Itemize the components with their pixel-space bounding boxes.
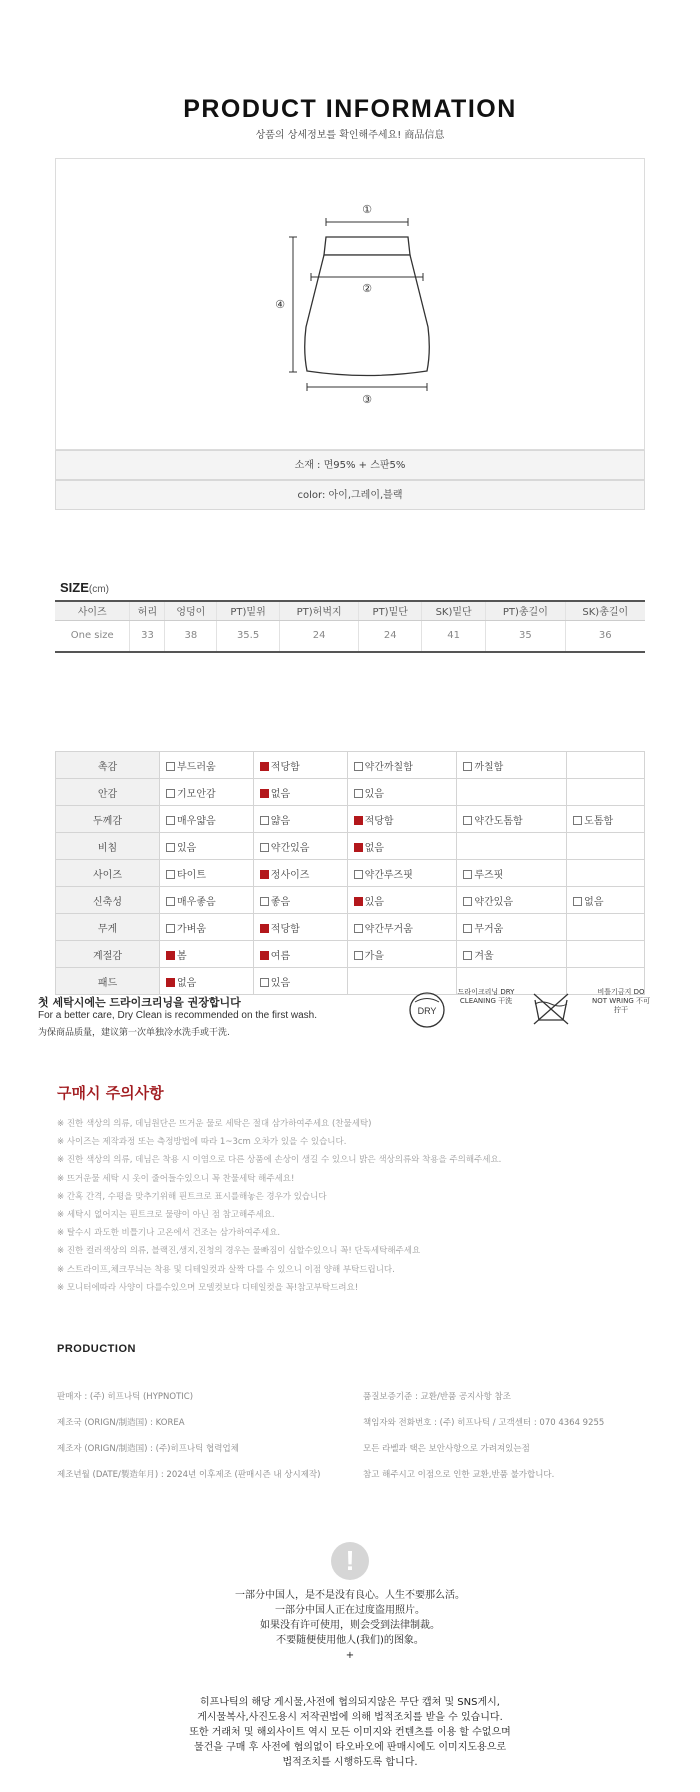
notice-line: 또한 거래처 및 해외사이트 역시 모든 이미지와 컨텐츠를 이용 할 수없으며 xyxy=(189,1727,511,1738)
feature-row xyxy=(56,887,645,914)
unchecked-box-icon xyxy=(354,924,363,933)
feature-option xyxy=(253,806,347,833)
unchecked-box-icon xyxy=(166,924,175,933)
svg-text:DRY: DRY xyxy=(417,1006,437,1016)
unchecked-box-icon xyxy=(166,870,175,879)
size-value-cell: One size xyxy=(55,620,130,652)
feature-option-label: 얇음 xyxy=(270,815,291,827)
feature-option xyxy=(457,779,567,806)
feature-option xyxy=(160,779,254,806)
feature-option xyxy=(160,941,254,968)
feature-option xyxy=(160,806,254,833)
feature-option xyxy=(160,914,254,941)
checked-box-icon xyxy=(166,978,175,987)
unchecked-box-icon xyxy=(463,951,472,960)
size-header-cell: 엉덩이 xyxy=(165,601,217,620)
production-info-item: 책임자와 전화번호 : (주) 히프나틱 / 고객센터 : 070 4364 9255 xyxy=(363,1418,605,1428)
checked-box-icon xyxy=(354,897,363,906)
unchecked-box-icon xyxy=(260,843,269,852)
caution-item: ※ 진한 색상의 의류, 데님은 착용 시 이염으로 다른 상품에 손상이 생길 수 있으니 밝은 색상의류와 착용을 주의해주세요. xyxy=(57,1155,502,1166)
feature-option xyxy=(253,833,347,860)
size-value-cell: 35.5 xyxy=(217,620,280,652)
production-info-item: 제조년월 (DATE/製造年月) : 2024년 이후제조 (판매시즌 내 상시제작) xyxy=(57,1470,321,1480)
no-wring-icon: 비틀기금지 DO NOT WRING 不可拧干 xyxy=(592,988,650,1014)
feature-option-label: 있음 xyxy=(270,977,291,989)
feature-option-label: 적당함 xyxy=(364,815,394,827)
feature-label: 계절감 xyxy=(56,941,160,968)
feature-option-label: 약간루즈핏 xyxy=(364,869,413,881)
notice-line: 히프나틱의 해당 게시물,사전에 협의되지않은 무단 캡쳐 및 SNS게시, xyxy=(200,1697,500,1708)
checked-box-icon xyxy=(260,870,269,879)
caution-item: ※ 세탁시 없어지는 핀트크로 물량이 아닌 점 참고해주세요. xyxy=(57,1209,275,1220)
notice-line: 一部分中国人，是不是没有良心。人生不要那么活。 xyxy=(235,1590,465,1601)
unchecked-box-icon xyxy=(166,762,175,771)
feature-option xyxy=(567,887,645,914)
feature-label: 안감 xyxy=(56,779,160,806)
unchecked-box-icon xyxy=(463,816,472,825)
material-row: 소재 : 면95% + 스판5% xyxy=(55,450,645,480)
size-title: SIZE(cm) xyxy=(60,580,109,595)
checked-box-icon xyxy=(260,924,269,933)
feature-row xyxy=(56,806,645,833)
caution-item: ※ 모니터에따라 사양이 다를수있으며 모델컷보다 디테일컷을 꼭!참고부탁드려요! xyxy=(57,1282,359,1293)
feature-option-label: 있음 xyxy=(364,896,384,908)
marker-3: ③ xyxy=(362,393,372,406)
feature-option-label: 루즈핏 xyxy=(474,869,504,881)
feature-option xyxy=(253,968,347,995)
marker-4: ④ xyxy=(275,298,285,311)
feature-option-label: 가벼움 xyxy=(177,923,206,935)
production-info-item: 참고 해주시고 이점으로 인한 교환,반품 불가합니다. xyxy=(363,1470,555,1480)
size-table xyxy=(55,600,645,653)
caution-title: 구매시 주의사항 xyxy=(57,1084,164,1102)
feature-row xyxy=(56,914,645,941)
skirt-waistband xyxy=(324,237,410,255)
page-title: PRODUCT INFORMATION xyxy=(183,95,517,123)
feature-option xyxy=(347,806,457,833)
feature-option-label: 여름 xyxy=(270,950,291,962)
size-header-cell: SK)밑단 xyxy=(422,601,486,620)
feature-option xyxy=(457,833,567,860)
checked-box-icon xyxy=(354,843,363,852)
notice-line: 不要随便使用他人(我们)的图象。 xyxy=(276,1635,424,1646)
feature-option-label: 약간무거움 xyxy=(364,923,413,935)
feature-option xyxy=(347,914,457,941)
feature-option-label: 적당함 xyxy=(270,923,300,935)
feature-option-label: 적당함 xyxy=(270,761,300,773)
feature-option xyxy=(567,833,645,860)
caution-item: ※ 사이즈는 제작과정 또는 측정방법에 따라 1~3cm 오차가 있을 수 있습니다. xyxy=(57,1137,347,1148)
warning-icon: ! xyxy=(331,1542,369,1580)
feature-option xyxy=(347,860,457,887)
feature-option xyxy=(457,887,567,914)
wash-notice-en: For a better care, Dry Clean is recommended on the first wash. xyxy=(38,1010,318,1021)
feature-option-label: 까칠함 xyxy=(474,761,504,773)
feature-option-label: 약간도톰함 xyxy=(474,815,523,827)
size-value-cell: 24 xyxy=(279,620,358,652)
feature-option xyxy=(567,779,645,806)
no-wash-icon xyxy=(511,990,591,1030)
feature-option-label: 타이트 xyxy=(177,869,206,881)
feature-option-label: 봄 xyxy=(177,950,187,962)
caution-item: ※ 탈수시 과도한 비틀기나 고온에서 건조는 삼가하여주세요. xyxy=(57,1228,281,1239)
notice-line: 게시물복사,사진도용시 저작권법에 의해 법적조치를 받을 수 있습니다. xyxy=(197,1712,503,1723)
feature-option-label: 무거움 xyxy=(474,923,504,935)
unchecked-box-icon xyxy=(463,897,472,906)
production-info-item: 제조자 (ORIGN/制造国) : (주)히프나틱 협력업체 xyxy=(57,1444,239,1454)
unchecked-box-icon xyxy=(260,816,269,825)
feature-option xyxy=(457,860,567,887)
notice-line: 법적조치를 시행하도록 합니다. xyxy=(282,1757,418,1768)
feature-option xyxy=(567,806,645,833)
unchecked-box-icon xyxy=(573,897,582,906)
production-info-item: 판매자 : (주) 히프나틱 (HYPNOTIC) xyxy=(57,1392,194,1402)
page-subtitle: 상품의 상세정보를 확인해주세요! 商品信息 xyxy=(255,130,445,141)
wash-notice-cn: 为保商品质量，建议第一次单独冷水洗手或干洗. xyxy=(38,1028,230,1038)
feature-option-label: 없음 xyxy=(270,788,291,800)
feature-option-label: 없음 xyxy=(364,842,384,854)
feature-option-label: 있음 xyxy=(177,842,197,854)
unchecked-box-icon xyxy=(463,924,472,933)
feature-option xyxy=(567,914,645,941)
feature-option-label: 좋음 xyxy=(270,896,291,908)
feature-option-label: 겨울 xyxy=(474,950,494,962)
feature-option xyxy=(457,941,567,968)
checked-box-icon xyxy=(260,951,269,960)
feature-option-label: 없음 xyxy=(177,977,197,989)
checked-box-icon xyxy=(166,951,175,960)
size-header-cell: PT)밑단 xyxy=(359,601,422,620)
unchecked-box-icon xyxy=(354,789,363,798)
feature-option xyxy=(347,941,457,968)
feature-option xyxy=(160,968,254,995)
feature-label: 비침 xyxy=(56,833,160,860)
production-right xyxy=(363,1390,663,1494)
feature-option-label: 부드러움 xyxy=(177,761,216,773)
size-value-cell: 38 xyxy=(165,620,217,652)
notice-line: + xyxy=(345,1650,355,1661)
feature-label: 패드 xyxy=(56,968,160,995)
size-header-cell: 사이즈 xyxy=(55,601,130,620)
unchecked-box-icon xyxy=(260,978,269,987)
feature-option-label: 가을 xyxy=(364,950,384,962)
feature-label: 무게 xyxy=(56,914,160,941)
feature-option xyxy=(347,779,457,806)
feature-option xyxy=(160,833,254,860)
feature-label: 사이즈 xyxy=(56,860,160,887)
unchecked-box-icon xyxy=(354,762,363,771)
unchecked-box-icon xyxy=(166,843,175,852)
feature-option xyxy=(457,752,567,779)
feature-option-label: 약간까칠함 xyxy=(364,761,413,773)
size-value-cell: 33 xyxy=(130,620,165,652)
caution-item: ※ 간혹 간격, 수평을 맞추기위해 핀트크로 표시를해놓은 경우가 있습니다 xyxy=(57,1191,327,1202)
unchecked-box-icon xyxy=(354,870,363,879)
feature-option-label: 매우얇음 xyxy=(177,815,216,827)
notice-line: 一部分中国人正在过度盗用照片。 xyxy=(275,1605,425,1616)
feature-option-label: 도톰함 xyxy=(584,815,614,827)
checked-box-icon xyxy=(260,762,269,771)
notice-line: 물건을 구매 후 사전에 협의없이 타오바오에 판매시에도 이미지도용으로 xyxy=(193,1742,507,1753)
feature-row xyxy=(56,752,645,779)
feature-option-label: 약간있음 xyxy=(270,842,310,854)
feature-label: 신축성 xyxy=(56,887,160,914)
size-value-cell: 36 xyxy=(565,620,645,652)
size-header-cell: 허리 xyxy=(130,601,165,620)
production-title: PRODUCTION xyxy=(57,1343,136,1355)
feature-option xyxy=(253,860,347,887)
feature-option xyxy=(567,941,645,968)
unchecked-box-icon xyxy=(166,789,175,798)
feature-option xyxy=(160,860,254,887)
fabric-feel-table xyxy=(55,751,645,995)
feature-row xyxy=(56,779,645,806)
size-header-cell: PT)밑위 xyxy=(217,601,280,620)
checked-box-icon xyxy=(260,789,269,798)
wash-notice-ko: 첫 세탁시에는 드라이크리닝을 권장합니다 xyxy=(38,996,241,1009)
dry-cleaning-label-icon: 드라이크리닝 DRY CLEANING 干洗 xyxy=(457,988,515,1005)
skirt-diagram-svg xyxy=(56,159,646,451)
color-row: color: 아이,그레이,블랙 xyxy=(55,480,645,510)
caution-item: ※ 진한 색상의 의류, 데님원단은 뜨거운 물로 세탁은 절대 삼가하여주세요 (찬물세탁) xyxy=(57,1119,372,1129)
skirt-body xyxy=(305,255,430,376)
notice-line: 如果没有许可使用，则会受到法律制裁。 xyxy=(260,1620,440,1631)
caution-list xyxy=(57,1115,657,1297)
feature-row xyxy=(56,833,645,860)
copyright-notice-ko xyxy=(0,1695,700,1770)
unchecked-box-icon xyxy=(463,870,472,879)
unchecked-box-icon xyxy=(260,897,269,906)
size-header-cell: PT)총길이 xyxy=(486,601,565,620)
marker-2: ② xyxy=(362,282,372,295)
production-info-item: 모든 라벨과 택은 보안사항으로 가려져있는점 xyxy=(363,1444,530,1454)
feature-option xyxy=(457,914,567,941)
feature-option xyxy=(253,941,347,968)
feature-option xyxy=(253,752,347,779)
feature-option-label: 약간있음 xyxy=(474,896,513,908)
size-value-cell: 35 xyxy=(486,620,565,652)
production-info-item: 품질보증기준 : 교환/반품 공지사항 참조 xyxy=(363,1392,511,1402)
size-header-cell: PT)허벅지 xyxy=(279,601,358,620)
caution-item: ※ 스트라이프,체크무늬는 착용 및 디테일컷과 살짝 다를 수 있으니 이점 양해 부탁드립니다. xyxy=(57,1264,395,1275)
feature-option-label: 정사이즈 xyxy=(270,869,310,881)
feature-option-label: 기모안감 xyxy=(177,788,216,800)
measurement-diagram xyxy=(55,158,645,450)
feature-option xyxy=(457,806,567,833)
production-info-item: 제조국 (ORIGN/制造国) : KOREA xyxy=(57,1418,185,1428)
feature-option xyxy=(567,860,645,887)
feature-label: 촉감 xyxy=(56,752,160,779)
feature-option-label: 매우좋음 xyxy=(177,896,216,908)
feature-label: 두께감 xyxy=(56,806,160,833)
feature-option xyxy=(253,914,347,941)
feature-option xyxy=(347,887,457,914)
unchecked-box-icon xyxy=(463,762,472,771)
feature-option-label: 있음 xyxy=(364,788,384,800)
unchecked-box-icon xyxy=(354,951,363,960)
caution-item: ※ 진한 컬러색상의 의류, 블랙진,생지,진청의 경우는 물빠짐이 심할수있으니 꼭! 단독세탁해주세요 xyxy=(57,1246,421,1257)
unchecked-box-icon xyxy=(166,816,175,825)
size-header-cell: SK)총길이 xyxy=(565,601,645,620)
feature-option xyxy=(567,752,645,779)
feature-option xyxy=(160,752,254,779)
unchecked-box-icon xyxy=(573,816,582,825)
feature-option xyxy=(347,752,457,779)
unchecked-box-icon xyxy=(166,897,175,906)
size-value-cell: 24 xyxy=(359,620,422,652)
feature-option xyxy=(253,887,347,914)
feature-option xyxy=(160,887,254,914)
copyright-notice-cn xyxy=(0,1588,700,1663)
feature-row xyxy=(56,941,645,968)
feature-row xyxy=(56,860,645,887)
production-left xyxy=(57,1390,357,1494)
marker-1: ① xyxy=(362,203,372,216)
caution-item: ※ 뜨거운물 세탁 시 옷이 줄어들수있으니 꼭 찬물세탁 해주세요! xyxy=(57,1173,295,1184)
feature-option xyxy=(347,833,457,860)
size-value-cell: 41 xyxy=(422,620,486,652)
checked-box-icon xyxy=(354,816,363,825)
feature-option-label: 없음 xyxy=(584,896,604,908)
feature-option xyxy=(253,779,347,806)
